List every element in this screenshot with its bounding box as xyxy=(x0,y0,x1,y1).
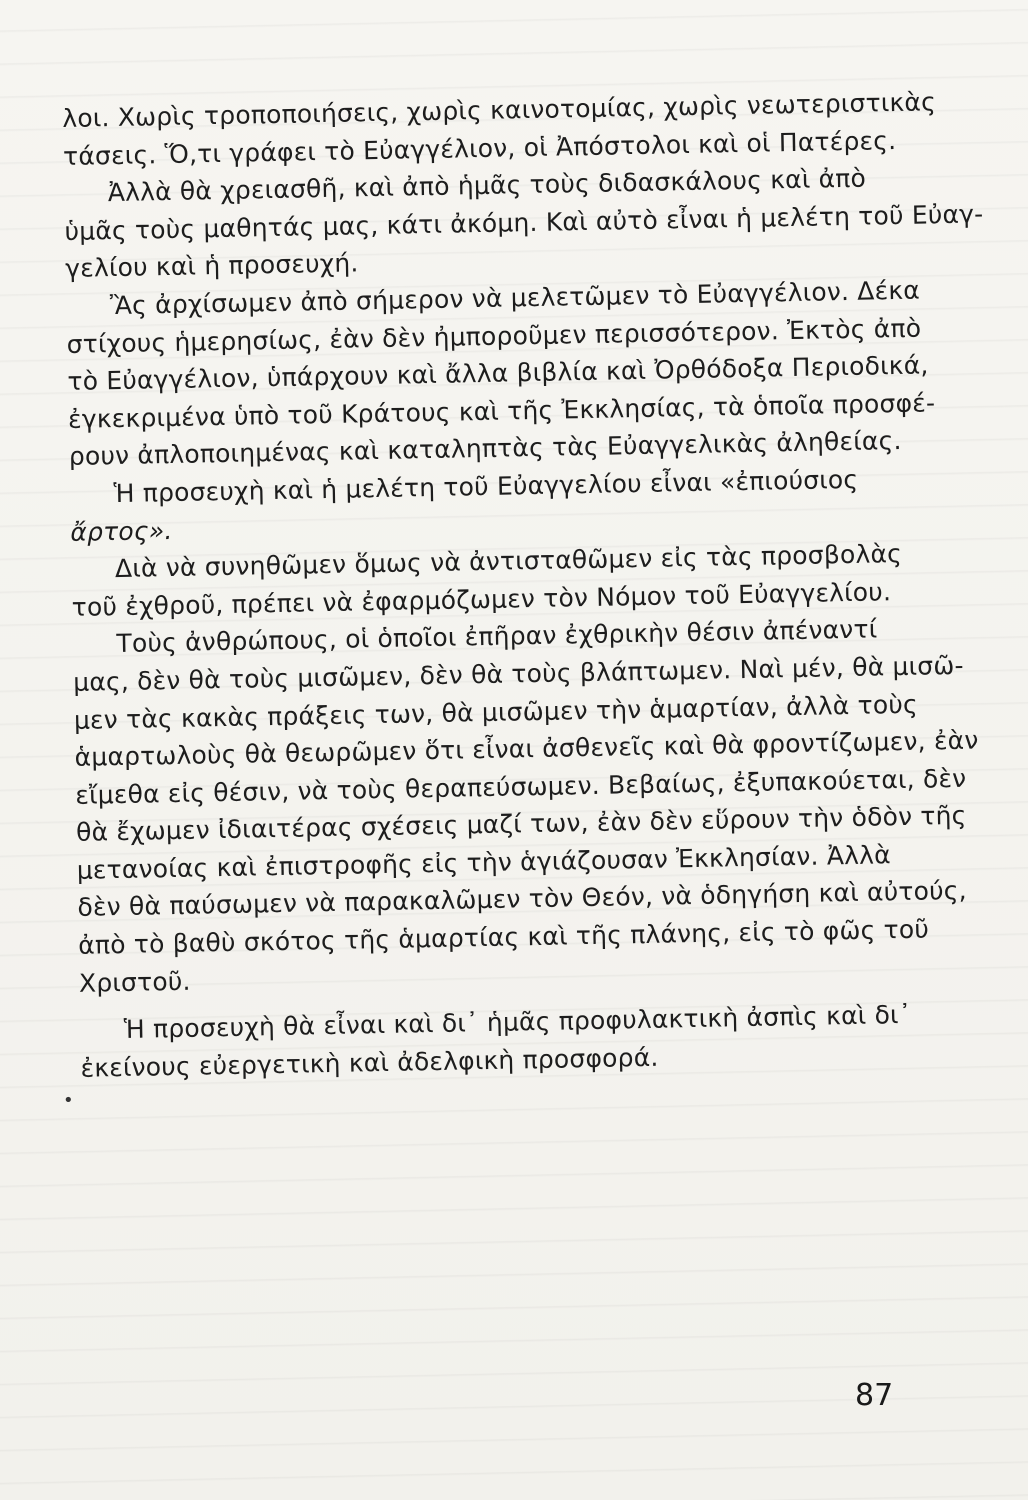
text-line: ἐγκεκριμένα ὑπὸ τοῦ Κράτους καὶ τῆς Ἐκκλησίας, τὰ ὁποῖα προσφέ- xyxy=(67,388,936,434)
text-line: εἴμεθα εἰς θέσιν, νὰ τοὺς θεραπεύσωμεν. Βεβαίως, ἐξυπακούεται, δὲν xyxy=(75,763,967,810)
text-line: γελίου καὶ ἡ προσευχή. xyxy=(64,248,359,284)
text-line: ρουν ἀπλοποιημένας καὶ καταληπτὰς τὰς Εὐαγγελικὰς ἀληθείας. xyxy=(68,426,902,472)
body-text xyxy=(62,84,984,1087)
text-line: μεν τὰς κακὰς πράξεις των, θὰ μισῶμεν τὴν ἁμαρτίαν, ἀλλὰ τοὺς xyxy=(73,689,919,735)
text-line: Τοὺς ἀνθρώπους, οἱ ὁποῖοι ἐπῆραν ἐχθρικὴν θέσιν ἀπέναντί xyxy=(116,614,878,659)
bullet-mark: • xyxy=(63,1090,74,1111)
text-line: Ἂς ἀρχίσωμεν ἀπὸ σήμερον νὰ μελετῶμεν τὸ Εὐαγγέλιον. Δέκα xyxy=(109,275,921,321)
text-line: ὑμᾶς τοὺς μαθητάς μας, κάτι ἀκόμη. Καὶ αὐτὸ εἶναι ἡ μελέτη τοῦ Εὐαγ- xyxy=(64,199,984,246)
text-line: ἐκείνους εὐεργετικὴ καὶ ἀδελφικὴ προσφορά. xyxy=(80,1042,659,1083)
text-line: λοι. Χωρὶς τροποποιήσεις, χωρὶς καινοτομίας, χωρὶς νεωτεριστικὰς xyxy=(62,87,937,133)
text-line: Ἡ προσευχὴ θὰ εἶναι καὶ δι᾽ ἡμᾶς προφυλακτικὴ ἀσπὶς καὶ δι᾽ xyxy=(123,1000,912,1045)
page-number: 87 xyxy=(855,1378,894,1413)
text-line: ἄρτος». xyxy=(70,515,173,547)
text-line: τάσεις. Ὅ,τι γράφει τὸ Εὐαγγέλιον, οἱ Ἀπόστολοι καὶ οἱ Πατέρες. xyxy=(62,125,897,171)
text-line: δὲν θὰ παύσωμεν νὰ παρακαλῶμεν τὸν Θεόν, νὰ ὁδηγήση καὶ αὐτούς, xyxy=(77,876,968,923)
text-line: τὸ Εὐαγγέλιον, ὑπάρχουν καὶ ἄλλα βιβλία καὶ Ὀρθόδοξα Περιοδικά, xyxy=(67,350,929,397)
text-line: μετανοίας καὶ ἐπιστροφῆς εἰς τὴν ἁγιάζουσαν Ἐκκλησίαν. Ἀλλὰ xyxy=(76,840,892,885)
text-line: Ἡ προσευχὴ καὶ ἡ μελέτη τοῦ Εὐαγγελίου εἶναι «ἐπιούσιος xyxy=(113,464,859,509)
text-line: θὰ ἔχωμεν ἰδιαιτέρας σχέσεις μαζί των, ἐὰν δὲν εὕρουν τὴν ὁδὸν τῆς xyxy=(75,801,967,848)
text-line: ἁμαρτωλοὺς θὰ θεωρῶμεν ὅτι εἶναι ἀσθενεῖς καὶ θὰ φροντίζωμεν, ἐὰν xyxy=(74,725,979,772)
text-line: ἀπὸ τὸ βαθὺ σκότος τῆς ἁμαρτίας καὶ τῆς πλάνης, εἰς τὸ φῶς τοῦ xyxy=(77,914,930,960)
text-line: Χριστοῦ. xyxy=(78,966,191,998)
text-line: τοῦ ἐχθροῦ, πρέπει νὰ ἐφαρμόζωμεν τὸν Νόμον τοῦ Εὐαγγελίου. xyxy=(71,576,892,622)
text-line: Διὰ νὰ συνηθῶμεν ὅμως νὰ ἀντισταθῶμεν εἰς τὰς προσβολὰς xyxy=(114,539,903,584)
text-line: Ἀλλὰ θὰ χρειασθῆ, καὶ ἀπὸ ἡμᾶς τοὺς διδασκάλους καὶ ἀπὸ xyxy=(107,163,867,208)
text-line: στίχους ἡμερησίως, ἐὰν δὲν ἠμποροῦμεν περισσότερον. Ἐκτὸς ἀπὸ xyxy=(66,313,922,359)
text-line: μας, δὲν θὰ τοὺς μισῶμεν, δὲν θὰ τοὺς βλάπτωμεν. Ναὶ μέν, θὰ μισῶ- xyxy=(72,650,964,697)
